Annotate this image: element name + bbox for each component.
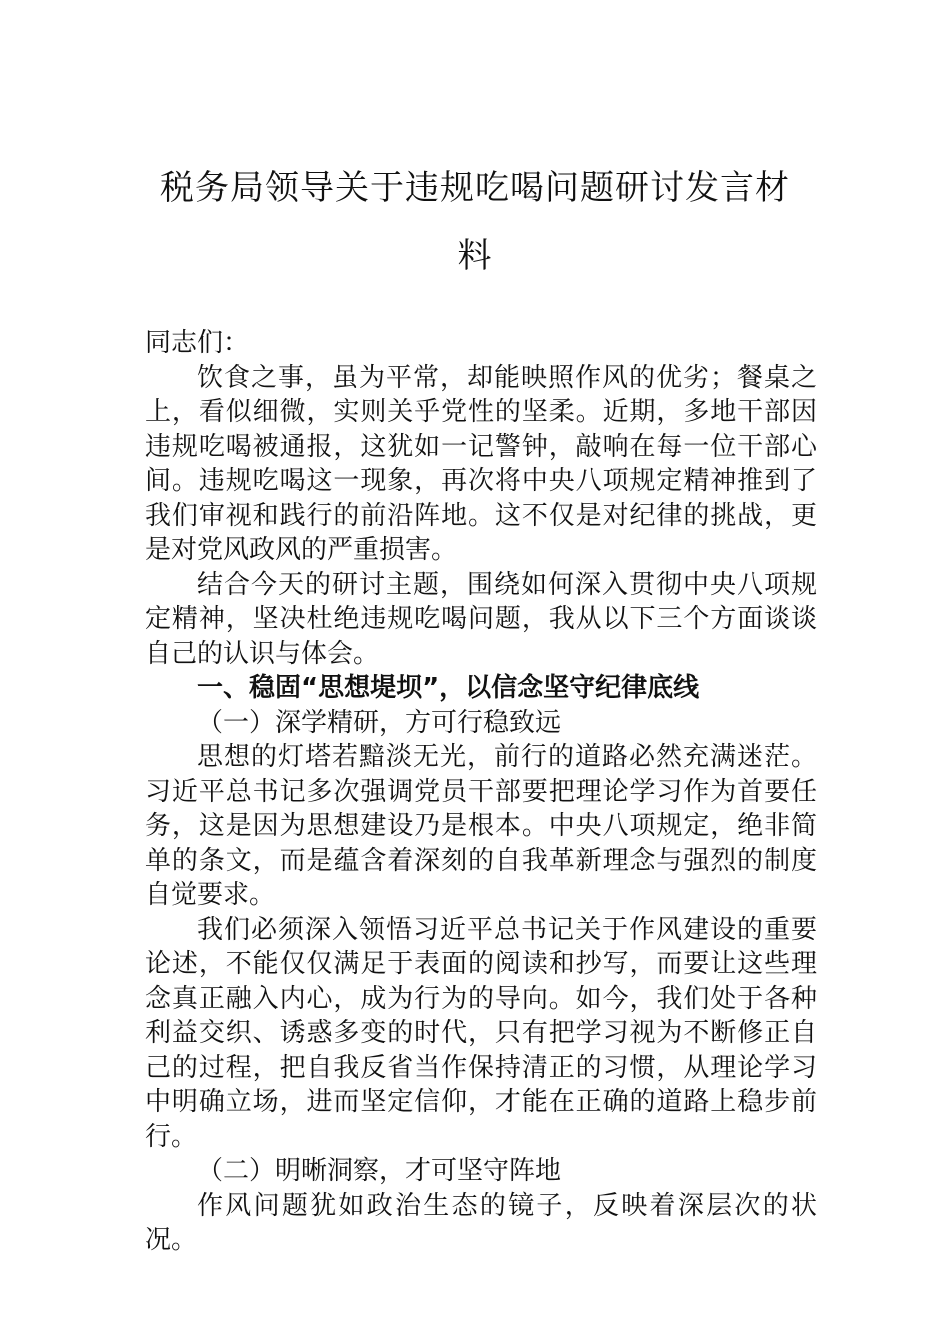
section-1-heading: 一、稳固“思想堤坝”，以信念坚守纪律底线	[197, 673, 700, 703]
paragraph-intro-2: 结合今天的研讨主题，围绕如何深入贯彻中央八项规定精神，坚决杜绝违规吃喝问题，我从以下三个方面谈谈自己的认识与体会。	[145, 569, 817, 669]
document-body	[145, 326, 817, 1258]
document-title-line-2: 料	[457, 236, 493, 276]
subsection-2-paragraph-1: 作风问题犹如政治生态的镜子，反映着深层次的状况。	[145, 1190, 817, 1255]
subsection-1-paragraph-2: 我们必须深入领悟习近平总书记关于作风建设的重要论述，不能仅仅满足于表面的阅读和抄写，而要让这些理念真正融入内心，成为行为的导向。如今，我们处于各种利益交织、诱惑多变的时代，只有把学习视为不断修正自己的过程，把自我反省当作保持清正的习惯，从理论学习中明确立场，进而坚定信仰，才能在正确的道路上稳步前行。	[145, 914, 817, 1152]
paragraph-intro-1: 饮食之事，虽为平常，却能映照作风的优劣；餐桌之上，看似细微，实则关乎党性的坚柔。近期，多地干部因违规吃喝被通报，这犹如一记警钟，敲响在每一位干部心间。违规吃喝这一现象，再次将中央八项规定精神推到了我们审视和践行的前沿阵地。这不仅是对纪律的挑战，更是对党风政风的严重损害。	[145, 362, 817, 565]
salutation: 同志们：	[145, 328, 250, 358]
subsection-1-paragraph-1: 思想的灯塔若黯淡无光，前行的道路必然充满迷茫。习近平总书记多次强调党员干部要把理论学习作为首要任务，这是因为思想建设乃是根本。中央八项规定，绝非简单的条文，而是蕴含着深刻的自我革新理念与强烈的制度自觉要求。	[145, 742, 817, 910]
subsection-1-heading: （一）深学精研，方可行稳致远	[197, 707, 562, 738]
document-title-line-1: 税务局领导关于违规吃喝问题研讨发言材	[160, 168, 790, 208]
subsection-2-heading: （二）明晰洞察，才可坚守阵地	[197, 1156, 562, 1186]
